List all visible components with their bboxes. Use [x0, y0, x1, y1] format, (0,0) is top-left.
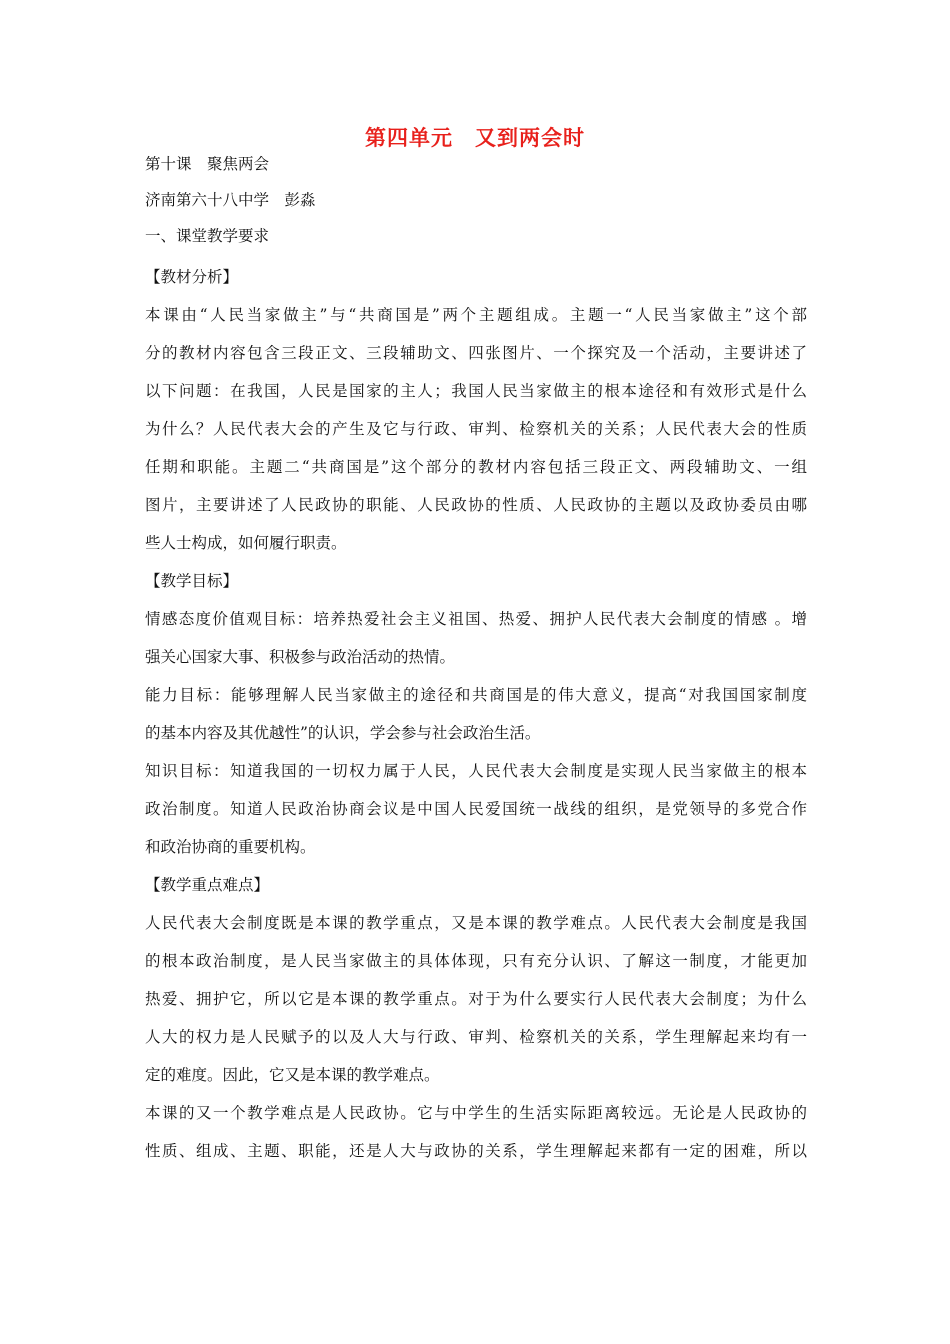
text-line: 人大的权力是人民赋予的以及人大与行政、审判、检察机关的关系，学生理解起来均有一 — [145, 1028, 807, 1046]
text-line: 强关心国家大事、积极参与政治活动的热情。 — [145, 648, 456, 666]
section-heading-key-difficult-points: 【教学重点难点】 — [145, 876, 270, 894]
text-line: 知识目标：知道我国的一切权力属于人民，人民代表大会制度是实现人民当家做主的根本 — [145, 762, 807, 780]
text-line: 定的难度。因此，它又是本课的教学难点。 — [145, 1066, 440, 1084]
paragraph — [145, 296, 807, 562]
text-line: 的基本内容及其优越性”的认识，学会参与社会政治生活。 — [145, 724, 541, 742]
text-line: 的根本政治制度，是人民当家做主的具体体现，只有充分认识、了解这一制度，才能更加 — [145, 952, 807, 970]
section-heading-teaching-goals: 【教学目标】 — [145, 572, 239, 590]
text-line: 情感态度价值观目标：培养热爱社会主义祖国、热爱、拥护人民代表大会制度的情感 。增 — [145, 610, 807, 628]
text-line: 性质、组成、主题、职能，还是人大与政协的关系，学生理解起来都有一定的困难，所以 — [145, 1142, 807, 1160]
paragraph — [145, 1094, 807, 1170]
text-line: 为什么？人民代表大会的产生及它与行政、审判、检察机关的关系；人民代表大会的性质 — [145, 420, 807, 438]
paragraph — [145, 600, 807, 676]
text-line: 本课的又一个教学难点是人民政协。它与中学生的生活实际距离较远。无论是人民政协的 — [145, 1104, 807, 1122]
text-line: 政治制度。知道人民政治协商会议是中国人民爱国统一战线的组织，是党领导的多党合作 — [145, 800, 807, 818]
text-line: 人民代表大会制度既是本课的教学重点，又是本课的教学难点。人民代表大会制度是我国 — [145, 914, 807, 932]
lesson-title: 第十课 聚焦两会 — [145, 155, 270, 173]
text-line: 本课由“人民当家做主”与“共商国是”两个主题组成。主题一“人民当家做主”这个部 — [145, 306, 807, 324]
text-line: 和政治协商的重要机构。 — [145, 838, 316, 856]
text-line: 图片，主要讲述了人民政协的职能、人民政协的性质、人民政协的主题以及政协委员由哪 — [145, 496, 807, 514]
text-line: 分的教材内容包含三段正文、三段辅助文、四张图片、一个探究及一个活动，主要讲述了 — [145, 344, 807, 362]
text-line: 能力目标：能够理解人民当家做主的途径和共商国是的伟大意义，提高“对我国国家制度 — [145, 686, 807, 704]
paragraph — [145, 676, 807, 752]
paragraph — [145, 904, 807, 1094]
text-line: 任期和职能。主题二“共商国是”这个部分的教材内容包括三段正文、两段辅助文、一组 — [145, 458, 807, 476]
text-line: 以下问题：在我国，人民是国家的主人；我国人民当家做主的根本途径和有效形式是什么 — [145, 382, 807, 400]
document-body — [145, 150, 807, 1170]
author-line: 济南第六十八中学 彭淼 — [145, 191, 316, 209]
text-line: 热爱、拥护它，所以它是本课的教学重点。对于为什么要实行人民代表大会制度；为什么 — [145, 990, 807, 1008]
section-heading-requirements: 一、课堂教学要求 — [145, 227, 270, 245]
paragraph — [145, 752, 807, 866]
document-title: 第四单元 又到两会时 — [365, 125, 585, 150]
section-heading-textbook-analysis: 【教材分析】 — [145, 268, 239, 286]
text-line: 些人士构成，如何履行职责。 — [145, 534, 347, 552]
